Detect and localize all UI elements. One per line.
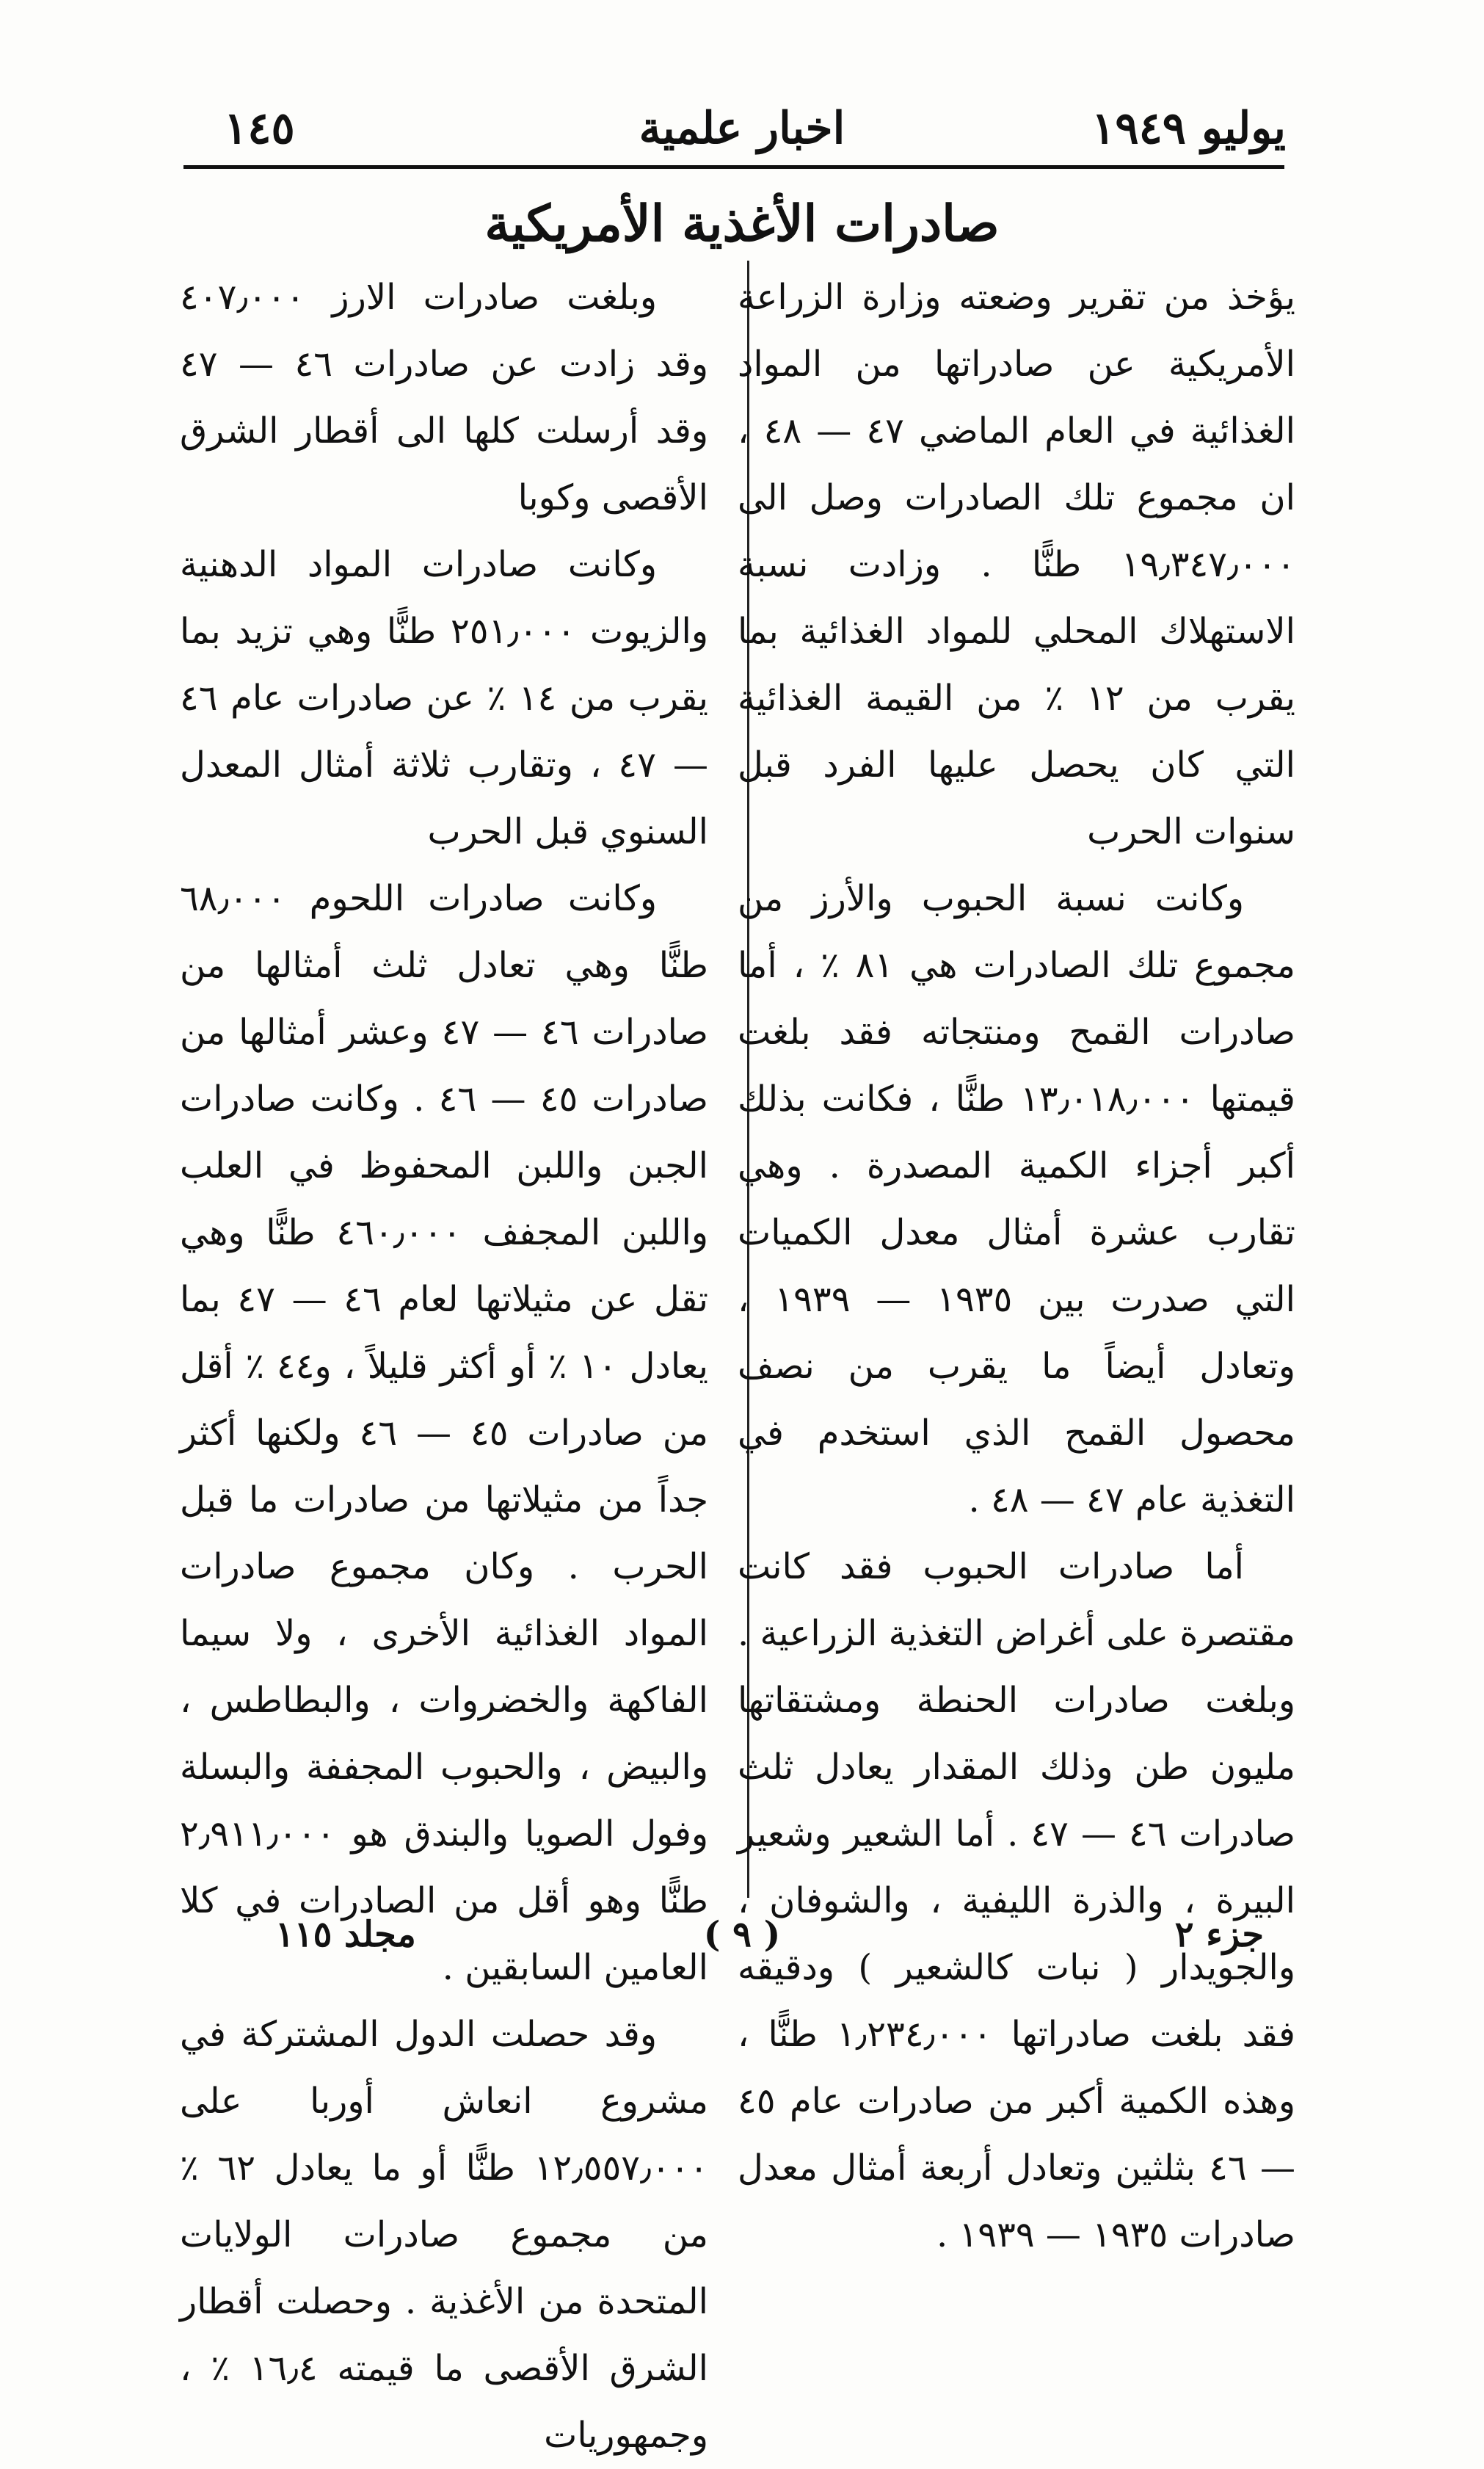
paragraph: وبلغت صادرات الارز ٤٠٧٫٠٠٠ وقد زادت عن صادرات ٤٦ — ٤٧ وقد أرسلت كلها الى أقطار الشرق الأقصى وكوبا [180, 277, 709, 518]
part-number: جزء ٢ [1174, 1914, 1264, 1955]
header-rule [183, 165, 1284, 169]
issue-date: يوليو ١٩٤٩ [1091, 103, 1286, 154]
paragraph: وكانت نسبة الحبوب والأرز من مجموع تلك الصادرات هي ٨١ ٪ ، أما صادرات القمح ومنتجاته فقد بلغت قيمتها ١٣٫٠١٨٫٠٠٠ طنًّا ، فكانت بذلك أكبر أجزاء الكمية المصدرة . وهي تقارب عشرة أمثال معدل الكميات التي صدرت بين ١٩٣٥ — ١٩٣٩ ، وتعادل أيضاً ما يقرب من نصف محصول القمح الذي استخدم في التغذية عام ٤٧ — ٤٨ . [738, 878, 1296, 1520]
volume-number: مجلد ١١٥ [275, 1914, 416, 1955]
paragraph: وقد حصلت الدول المشتركة في مشروع انعاش أوربا على ١٢٫٥٥٧٫٠٠٠ طنًّا أو ما يعادل ٦٢ ٪ من مجموع صادرات الولايات المتحدة من الأغذية . وحصلت أقطار الشرق الأقصى ما قيمته ١٦٫٤ ٪ ، وجمهوريات [180, 2014, 709, 2456]
page-number: ١٤٥ [224, 103, 295, 154]
paragraph: يؤخذ من تقرير وضعته وزارة الزراعة الأمريكية عن صادراتها من المواد الغذائية في العام الماضي ٤٧ — ٤٨ ، ان مجموع تلك الصادرات وصل الى ١٩٫٣٤٧٫٠٠٠ طنًّا . وزادت نسبة الاستهلاك المحلي للمواد الغذائية بما يقرب من ١٢ ٪ من القيمة الغذائية التي كان يحصل عليها الفرد قبل سنوات الحرب [738, 277, 1296, 852]
issue-number: ( ٩ ) [703, 1914, 781, 1955]
paragraph: وكانت صادرات المواد الدهنية والزيوت ٢٥١٫٠٠٠ طنًّا وهي تزيد بما يقرب من ١٤ ٪ عن صادرات عام ٤٦ — ٤٧ ، وتقارب ثلاثة أمثال المعدل السنوي قبل الحرب [180, 544, 709, 852]
paragraph: أما صادرات الحبوب فقد كانت مقتصرة على أغراض التغذية الزراعية . وبلغت صادرات الحنطة ومشتقاتها مليون طن وذلك المقدار يعادل ثلث صادرات ٤٦ — ٤٧ . أما الشعير وشعير البيرة ، والذرة الليفية ، والشوفان ، والجويدار ( نبات كالشعير ) ودقيقه فقد بلغت صادراتها ١٫٢٣٤٫٠٠٠ طنًّا ، وهذه الكمية أكبر من صادرات عام ٤٥ — ٤٦ بثلثين وتعادل أربعة أمثال معدل صادرات ١٩٣٥ — ١٩٣٩ . [738, 1546, 1295, 2255]
paragraph: وكانت صادرات اللحوم ٦٨٫٠٠٠ طنًّا وهي تعادل ثلث أمثالها من صادرات ٤٦ — ٤٧ وعشر أمثالها من صادرات ٤٥ — ٤٦ . وكانت صادرات الجبن واللبن المحفوظ في العلب واللبن المجفف ٤٦٠٫٠٠٠ طنًّا وهي تقل عن مثيلاتها لعام ٤٦ — ٤٧ بما يعادل ١٠ ٪ أو أكثر قليلاً ، و٤٤ ٪ أقل من صادرات ٤٥ — ٤٦ ولكنها أكثر جداً من مثيلاتها من صادرات ما قبل الحرب . وكان مجموع صادرات المواد الغذائية الأخرى ، ولا سيما الفاكهة والخضروات ، والبطاطس ، والبيض ، والحبوب المجففة والبسلة وفول الصويا والبندق هو ٢٫٩١١٫٠٠٠ طنًّا وهو أقل من الصادرات في كلا العامين السابقين . [180, 878, 709, 1988]
section-title: اخبار علمية [639, 103, 845, 154]
article-title: صادرات الأغذية الأمريكية [484, 195, 1000, 253]
